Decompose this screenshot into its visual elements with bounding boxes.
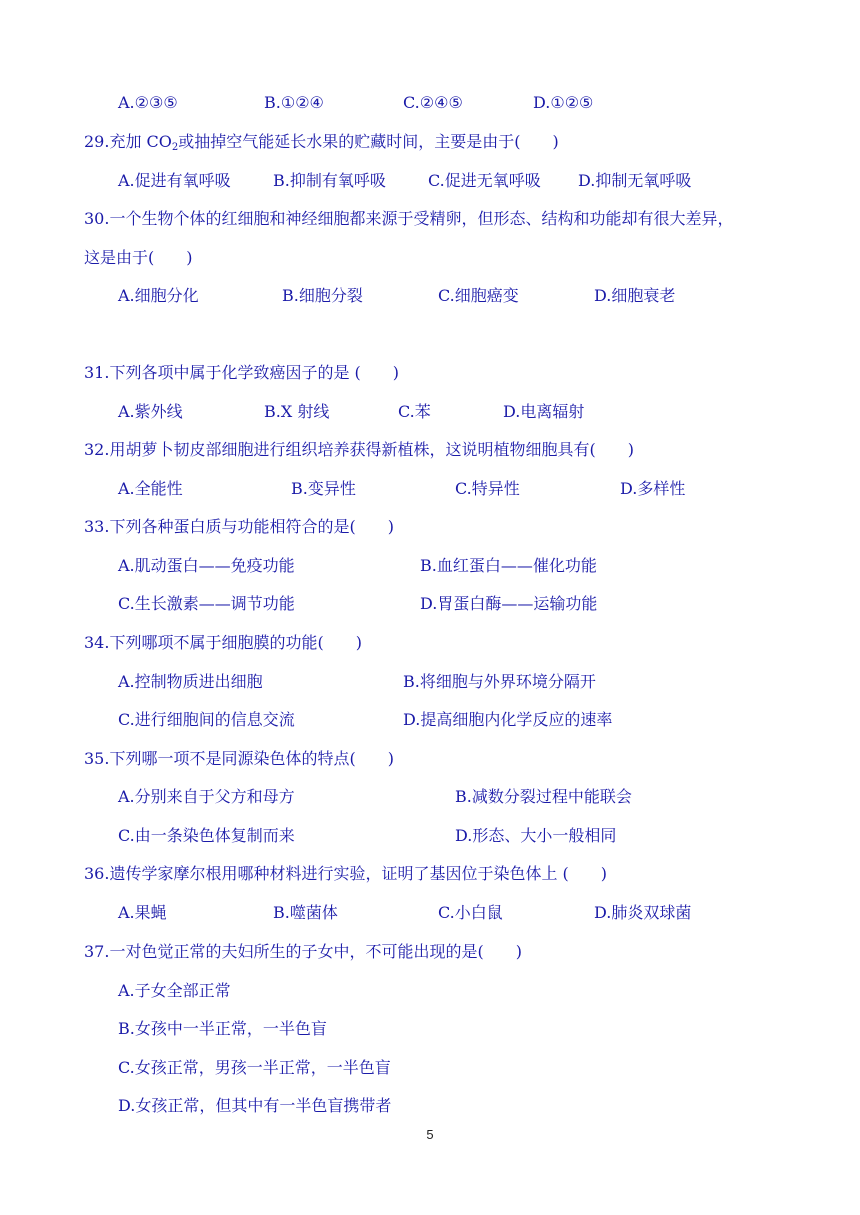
q31-option-d: D.电离辐射 — [503, 402, 585, 421]
q36-option-c: C.小白鼠 — [438, 903, 503, 922]
q35-option-c: C.由一条染色体复制而来 — [118, 826, 295, 845]
q30-options — [0, 283, 860, 309]
q30-option-a: A.细胞分化 — [118, 286, 199, 305]
q31-option-a: A.紫外线 — [118, 402, 183, 421]
q33-option-b: B.血红蛋白——催化功能 — [420, 556, 597, 575]
q37-option-b: B.女孩中一半正常，一半色盲 — [118, 1019, 327, 1038]
q30-stem-line2: 这是由于( ) — [84, 248, 193, 267]
q34-options-row2 — [0, 707, 860, 733]
q32-option-c: C.特异性 — [455, 479, 520, 498]
q37-option-c-line — [0, 1055, 860, 1081]
q30-stem-line1: 30.一个生物个体的红细胞和神经细胞都来源于受精卵，但形态、结构和功能却有很大差异， — [84, 209, 734, 228]
q28-option-a: A.②③⑤ — [118, 93, 178, 112]
q30-option-d: D.细胞衰老 — [594, 286, 676, 305]
q37-option-d: D.女孩正常，但其中有一半色盲携带者 — [118, 1096, 392, 1115]
q35-options-row1 — [0, 784, 860, 810]
q36-options — [0, 900, 860, 926]
q32-option-d: D.多样性 — [620, 479, 686, 498]
q36-stem: 36.遗传学家摩尔根用哪种材料进行实验，证明了基因位于染色体上 ( ) — [84, 864, 608, 883]
q32-option-b: B.变异性 — [291, 479, 356, 498]
q33-options-row1 — [0, 553, 860, 579]
q37-option-b-line — [0, 1016, 860, 1042]
q33-option-a: A.肌动蛋白——免疫功能 — [118, 556, 295, 575]
q28-option-c: C.②④⑤ — [403, 93, 463, 112]
q34-option-d: D.提高细胞内化学反应的速率 — [403, 710, 613, 729]
q32-option-a: A.全能性 — [118, 479, 183, 498]
q35-option-a: A.分别来自于父方和母方 — [118, 787, 295, 806]
q31-option-b: B.X 射线 — [264, 402, 330, 421]
q37-option-a: A.子女全部正常 — [118, 981, 231, 1000]
q35-options-row2 — [0, 823, 860, 849]
q36-option-b: B.噬菌体 — [273, 903, 338, 922]
q36-option-d: D.肺炎双球菌 — [594, 903, 692, 922]
q29-option-d: D.抑制无氧呼吸 — [578, 171, 692, 190]
q31-option-c: C.苯 — [398, 402, 431, 421]
q30-option-b: B.细胞分裂 — [282, 286, 363, 305]
q36-option-a: A.果蝇 — [118, 903, 167, 922]
q29-option-b: B.抑制有氧呼吸 — [273, 171, 386, 190]
q34-stem: 34.下列哪项不属于细胞膜的功能( ) — [84, 633, 362, 652]
q30-option-c: C.细胞癌变 — [438, 286, 519, 305]
q32-options — [0, 476, 860, 502]
q29-option-c: C.促进无氧呼吸 — [428, 171, 541, 190]
q28-options — [0, 90, 860, 116]
q37-option-c: C.女孩正常，男孩一半正常，一半色盲 — [118, 1058, 391, 1077]
q34-option-c: C.进行细胞间的信息交流 — [118, 710, 295, 729]
q28-option-b: B.①②④ — [264, 93, 324, 112]
q33-options-row2 — [0, 591, 860, 617]
q35-option-b: B.减数分裂过程中能联会 — [455, 787, 632, 806]
page-number: 5 — [426, 1127, 434, 1142]
q35-stem: 35.下列哪一项不是同源染色体的特点( ) — [84, 749, 394, 768]
q29-option-a: A.促进有氧呼吸 — [118, 171, 231, 190]
q33-option-c: C.生长激素——调节功能 — [118, 594, 295, 613]
q33-stem: 33.下列各种蛋白质与功能相符合的是( ) — [84, 517, 394, 536]
q29-stem: 29.充加 $CO_2$或抽掉空气能延长水果的贮藏时间，主要是由于( ) — [84, 132, 559, 153]
q35-option-d: D.形态、大小一般相同 — [455, 826, 617, 845]
q37-option-a-line — [0, 978, 860, 1004]
q34-option-b: B.将细胞与外界环境分隔开 — [403, 672, 596, 691]
q31-options — [0, 399, 860, 425]
q28-option-d: D.①②⑤ — [533, 93, 594, 112]
q37-option-d-line — [0, 1093, 860, 1119]
q37-stem: 37.一对色觉正常的夫妇所生的子女中，不可能出现的是( ) — [84, 942, 522, 961]
q34-option-a: A.控制物质进出细胞 — [118, 672, 263, 691]
q31-stem: 31.下列各项中属于化学致癌因子的是 ( ) — [84, 363, 400, 382]
q29-options — [0, 168, 860, 194]
q32-stem: 32.用胡萝卜韧皮部细胞进行组织培养获得新植株，这说明植物细胞具有( ) — [84, 440, 634, 459]
q33-option-d: D.胃蛋白酶——运输功能 — [420, 594, 598, 613]
q34-options-row1 — [0, 669, 860, 695]
